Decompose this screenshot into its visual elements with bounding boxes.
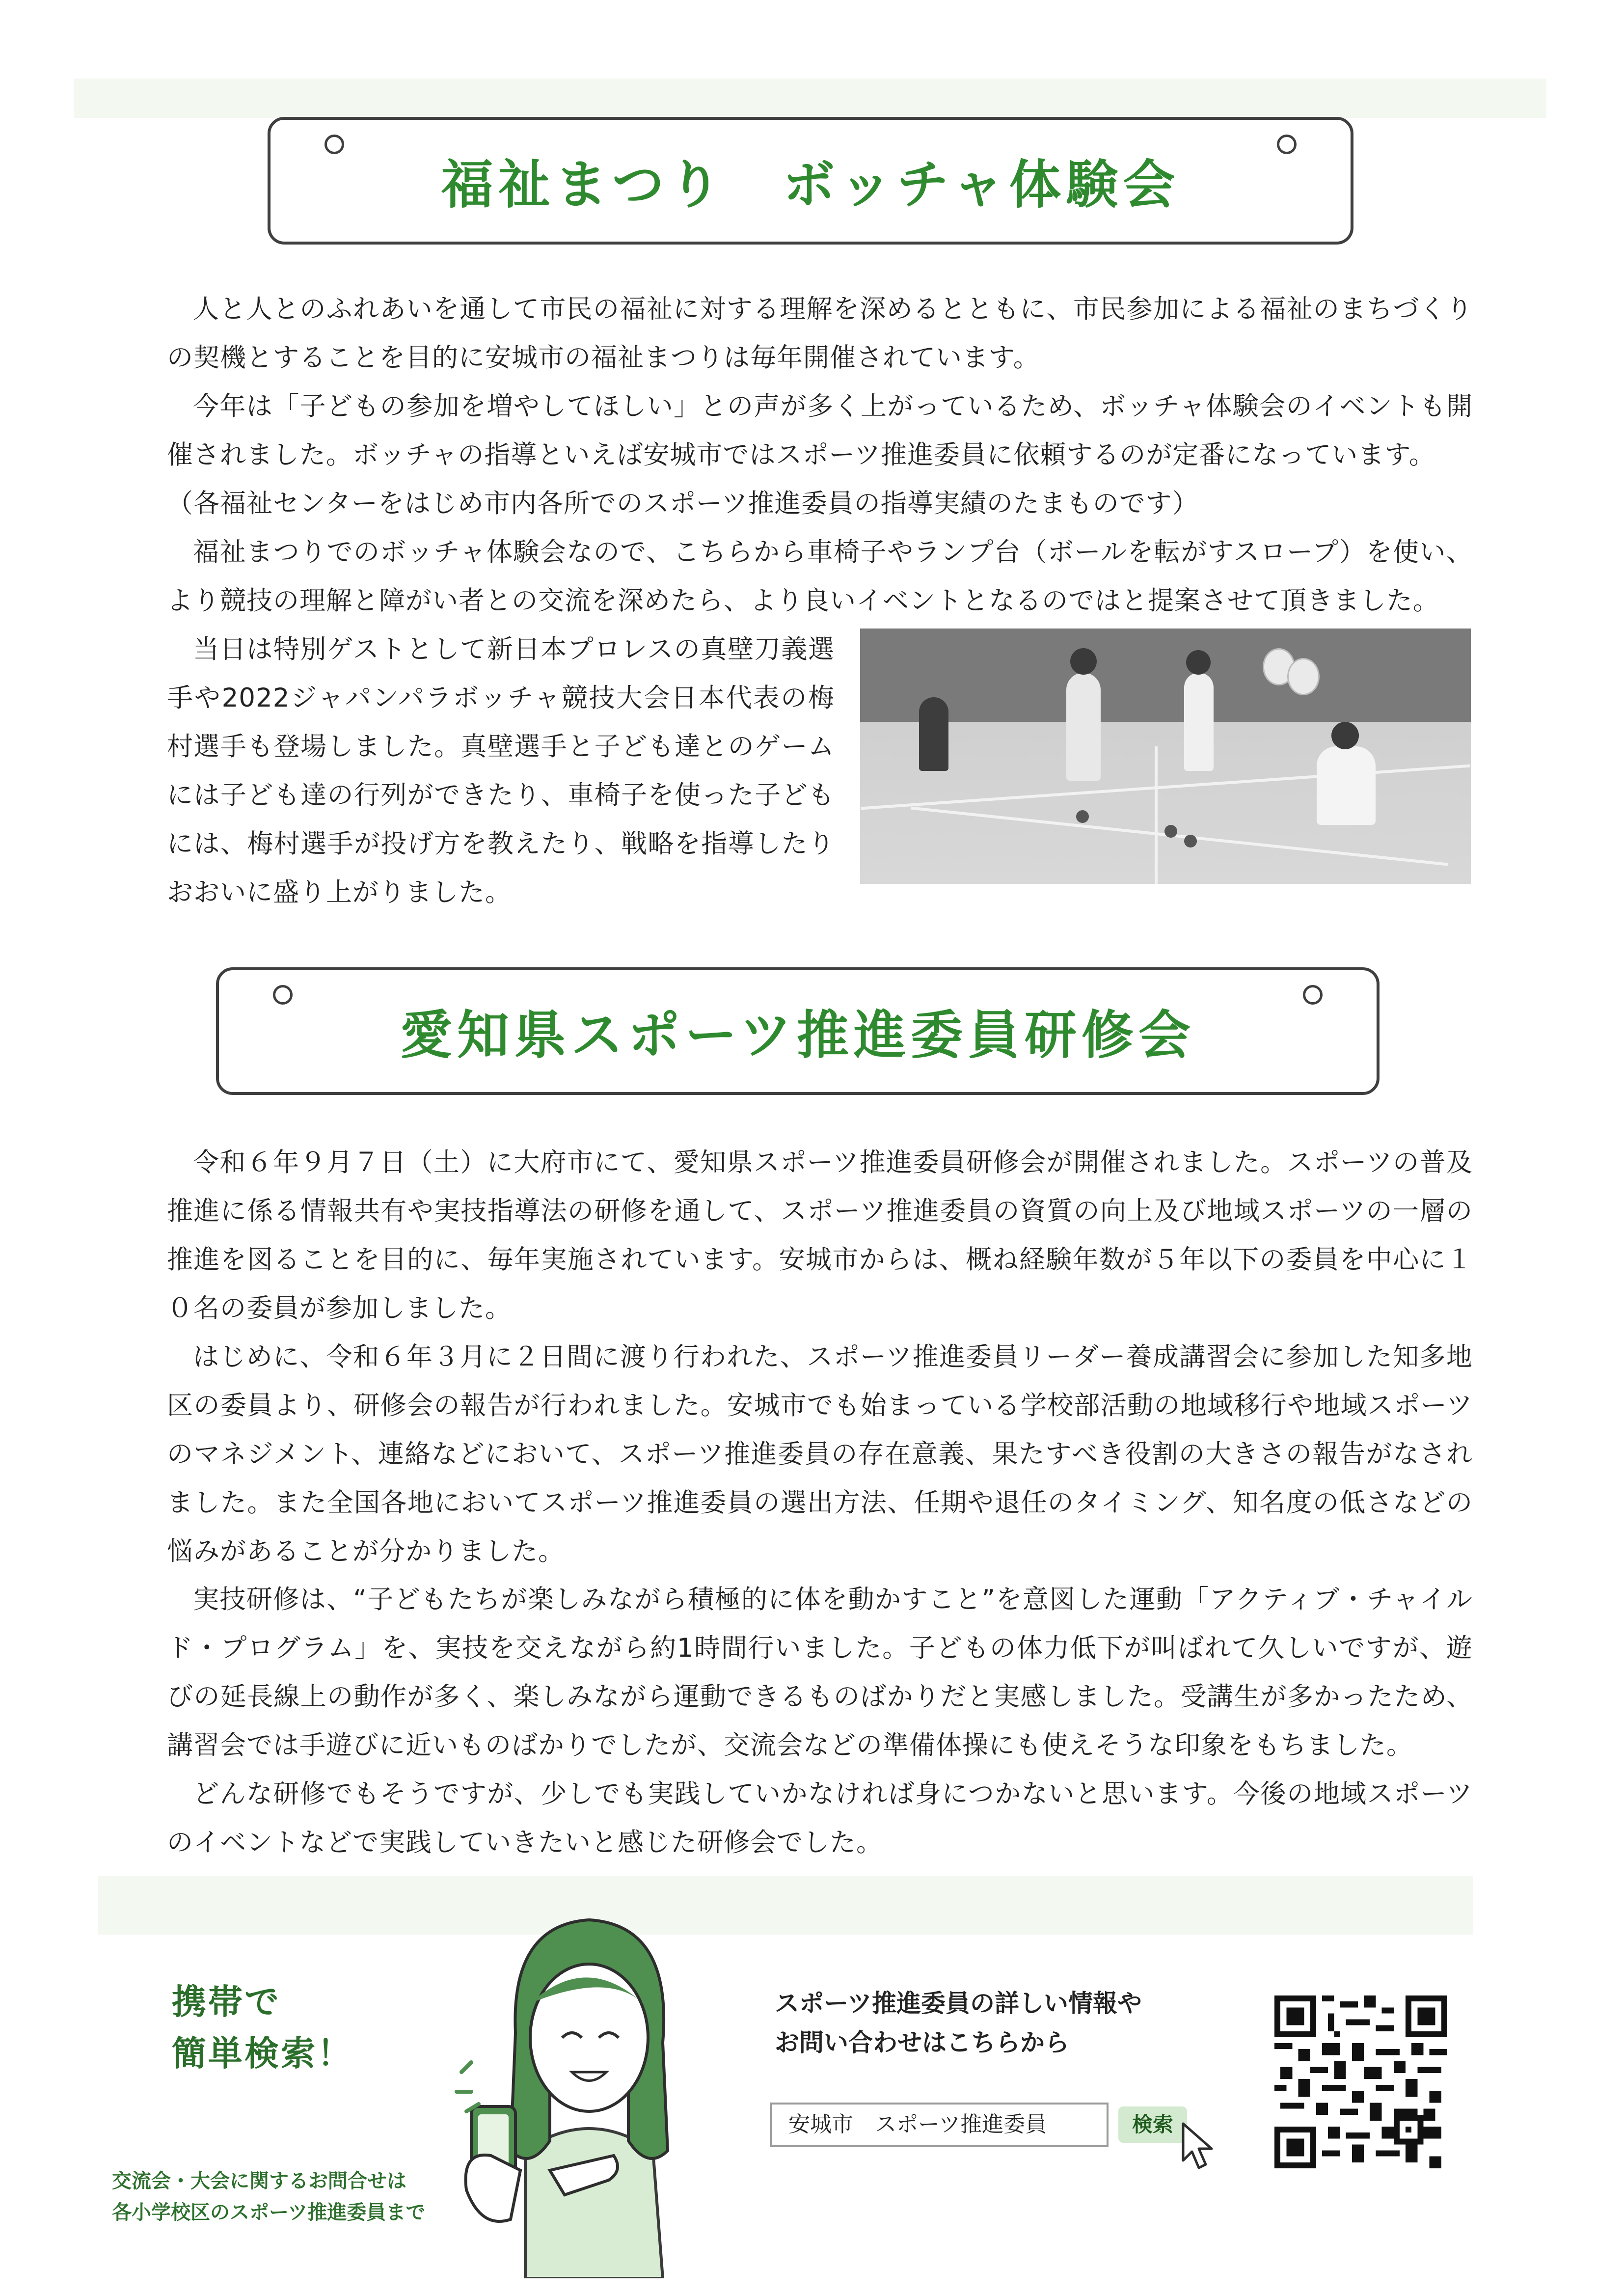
- promo-heading: [172, 1976, 353, 2079]
- person-head: [1070, 648, 1097, 675]
- hole-right-icon: [1303, 985, 1323, 1005]
- section2-paragraph-2: はじめに、令和６年３月に２日間に渡り行われた、スポーツ推進委員リーダー養成講習会に参加した知多地区の委員より、研修会の報告が行われました。安城市でも始まっている学校部活動の地域移行や地域スポーツのマネジメント、連絡などにおいて、スポーツ推進委員の存在意義、果たすべき役割の大きさの報告がなされました。また全国各地においてスポーツ推進委員の選出方法、任期や退任のタイミング、知名度の低さなどの悩みがあることが分かりました。: [167, 1342, 1473, 1566]
- boccia-event-photo: [860, 629, 1471, 884]
- balloon: [1287, 658, 1320, 695]
- section1-paragraph-2: 今年は「子どもの参加を増やしてほしい」との声が多く上がっているため、ボッチャ体験会のイベントも開催されました。ボッチャの指導といえば安城市ではスポーツ推進委員に依頼するのが定番になっています。: [167, 391, 1473, 470]
- info-text: [775, 1984, 1142, 2062]
- court-line: [861, 765, 1470, 810]
- boccia-ball: [1076, 810, 1089, 823]
- boccia-ball: [1164, 825, 1177, 838]
- promo-line-2: 簡単検索！: [172, 2033, 353, 2074]
- qr-code[interactable]: [1274, 1995, 1447, 2168]
- info-line-2: お問い合わせはこちらから: [775, 2028, 1069, 2057]
- promo-note-line-2: 各小学校区のスポーツ推進委員まで: [112, 2201, 426, 2224]
- boccia-ball: [1184, 835, 1197, 847]
- person-figure: [1317, 746, 1376, 825]
- hole-left-icon: [325, 135, 344, 154]
- person-figure: [1066, 673, 1101, 781]
- section1-paragraph-3: （各福祉センターをはじめ市内各所でのスポーツ推進委員の指導実績のたまものです）: [167, 489, 1199, 519]
- court-line: [1155, 746, 1158, 884]
- hole-right-icon: [1277, 135, 1297, 154]
- section1-paragraph-4: 福祉まつりでのボッチャ体験会なので、こちらから車椅子やランプ台（ボールを転がすスロープ）を使い、より競技の理解と障がい者との交流を深めたら、より良いイベントとなるのではと提案させて頂きました。: [167, 537, 1473, 616]
- search-button[interactable]: 検索: [1118, 2106, 1187, 2143]
- section1-title: 福祉まつり ボッチャ体験会: [441, 155, 1180, 215]
- background-wash-bottom: [98, 1876, 1473, 1935]
- section2-paragraph-3: 実技研修は、“子どもたちが楽しみながら積極的に体を動かすこと”を意図した運動「アクティブ・チャイルド・プログラム」を、実技を交えながら約1時間行いました。子どもの体力低下が叫ばれて久しいですが、遊びの延長線上の動作が多く、楽しみながら運動できるものばかりだと実感しました。受講生が多かったため、講習会では手遊びに近いものばかりでしたが、交流会などの準備体操にも使えそうな印象をもちました。: [167, 1585, 1473, 1760]
- promo-line-1: 携帯で: [172, 1982, 281, 2022]
- hole-left-icon: [273, 985, 293, 1005]
- section2-paragraph-1: 令和６年９月７日（土）に大府市にて、愛知県スポーツ推進委員研修会が開催されました。スポーツの普及推進に係る情報共有や実技指導法の研修を通して、スポーツ推進委員の資質の向上及び地域スポーツの一層の推進を図ることを目的に、毎年実施されています。安城市からは、概ね経験年数が５年以下の委員を中心に１０名の委員が参加しました。: [167, 1148, 1473, 1323]
- section2-title-box: [216, 967, 1380, 1095]
- person-figure: [1184, 673, 1214, 771]
- section2-paragraph-4: どんな研修でもそうですが、少しでも実践していかなければ身につかないと思います。今後の地域スポーツのイベントなどで実践していきたいと感じた研修会でした。: [167, 1779, 1473, 1858]
- promo-note: [112, 2165, 425, 2228]
- section1-paragraph-1: 人と人とのふれあいを通して市民の福祉に対する理解を深めるとともに、市民参加による福祉のまちづくりの契機とすることを目的に安城市の福祉まつりは毎年開催されています。: [167, 294, 1473, 373]
- section1-title-box: [268, 117, 1353, 245]
- background-wash-top: [74, 79, 1546, 118]
- search-input[interactable]: 安城市 スポーツ推進委員: [770, 2103, 1109, 2147]
- cursor-pointer-icon: [1178, 2121, 1217, 2170]
- person-figure: [919, 697, 948, 771]
- woman-with-phone-illustration: [452, 1895, 727, 2278]
- person-head: [1331, 722, 1359, 749]
- section1-paragraph-5: 当日は特別ゲストとして新日本プロレスの真壁刀義選手や2022ジャパンパラボッチャ競技大会日本代表の梅村選手も登場しました。真壁選手と子ども達とのゲームには子ども達の行列ができたり、車椅子を使った子どもには、梅村選手が投げ方を教えたり、戦略を指導したりおおいに盛り上がりました。: [167, 634, 835, 907]
- info-line-1: スポーツ推進委員の詳しい情報や: [775, 1989, 1142, 2018]
- photo-wall: [860, 629, 1471, 722]
- section2-title: 愛知県スポーツ推進委員研修会: [400, 1005, 1195, 1066]
- person-head: [1186, 650, 1211, 675]
- promo-note-line-1: 交流会・大会に関するお問合せは: [112, 2170, 406, 2192]
